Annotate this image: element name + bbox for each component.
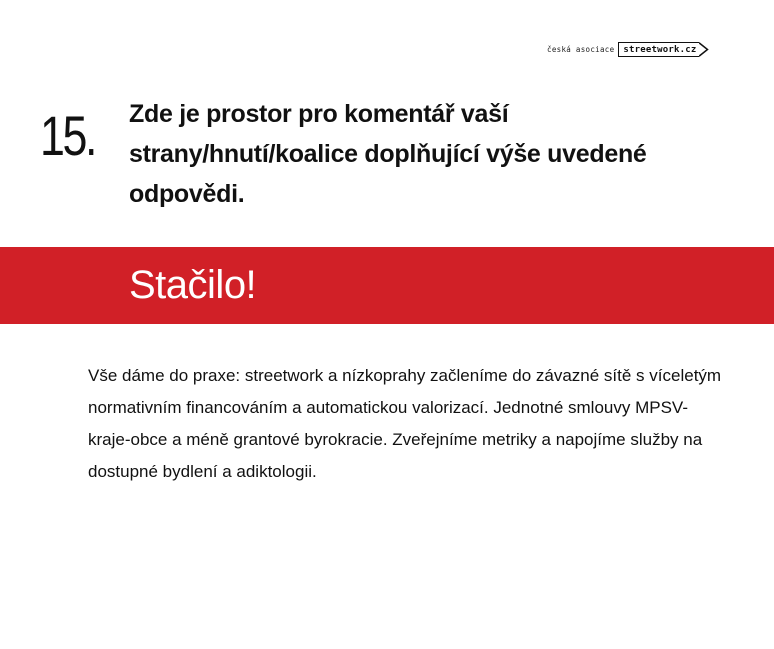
question-number: 15.: [40, 104, 96, 167]
party-banner: [0, 247, 774, 324]
logo-box: [618, 42, 699, 57]
streetwork-logo: [547, 42, 709, 57]
answer-text: Vše dáme do praxe: streetwork a nízkoprahy začleníme do závazné sítě s víceletým normativním financováním a automatickou valorizací. Jednotné smlouvy MPSV-kraje-obce a méně grantové byrokracie. Zveřejníme metriky a napojíme služby na dostupné bydlení a adiktologii.: [88, 366, 722, 481]
logo-arrow-icon: [699, 42, 709, 57]
party-name: Stačilo!: [129, 263, 257, 307]
logo-word: streetwork.cz: [623, 44, 697, 55]
logo-prefix: česká asociace: [547, 45, 615, 54]
question-text: Zde je prostor pro komentář vaší strany/hnutí/koalice doplňující výše uvedené odpovědi.: [129, 100, 647, 208]
